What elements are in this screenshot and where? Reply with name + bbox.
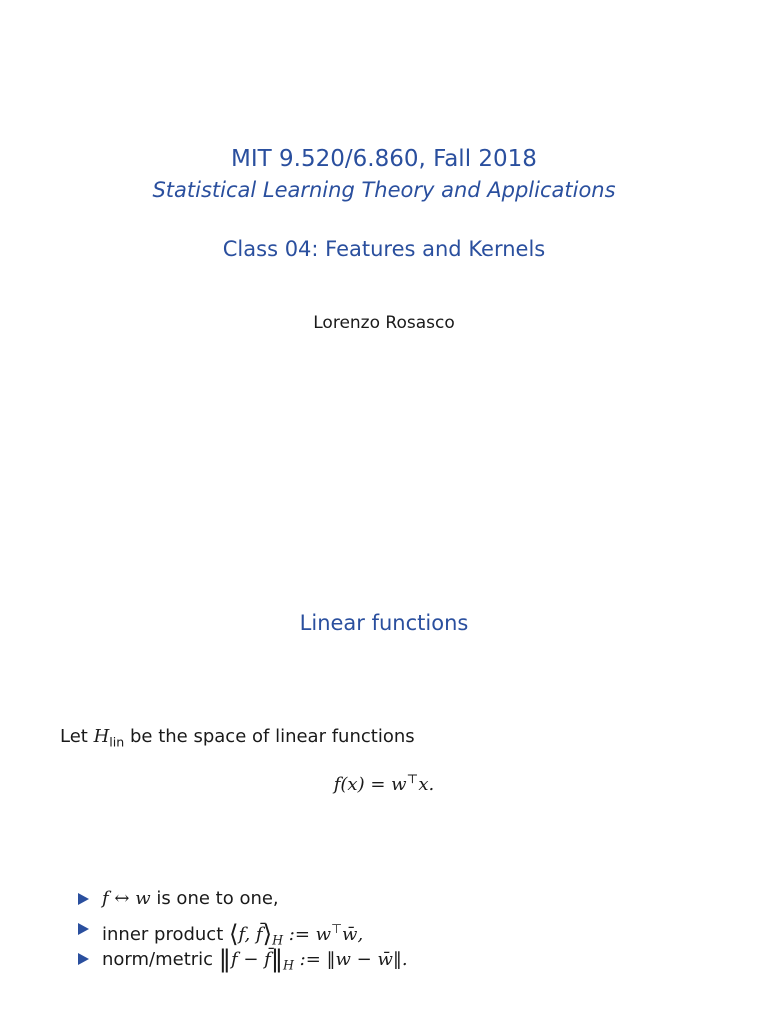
inner-product-rhs: := w bbox=[283, 924, 332, 945]
bullet-marker-icon bbox=[78, 893, 89, 905]
property-list bbox=[76, 884, 408, 974]
class-title: Class 04: Features and Kernels bbox=[222, 237, 546, 261]
intro-prefix: Let bbox=[60, 726, 94, 747]
inner-product-transpose: ⊤ bbox=[331, 921, 343, 936]
hypothesis-space-symbol: H bbox=[93, 726, 110, 747]
intro-suffix: be the space of linear functions bbox=[124, 726, 415, 747]
inner-product-args: f, f̄ bbox=[238, 924, 263, 945]
bullet-text: is one to one, bbox=[150, 888, 279, 909]
bullet-marker-icon bbox=[78, 953, 89, 965]
bullet-text: inner product bbox=[102, 924, 229, 945]
bijection-math: f ↔ w bbox=[102, 888, 151, 909]
course-subtitle: Statistical Learning Theory and Applications bbox=[152, 178, 616, 202]
list-item bbox=[76, 884, 408, 914]
inner-product-subscript: H bbox=[272, 932, 284, 948]
norm-args: f − f̄ bbox=[230, 949, 271, 970]
formula-transpose: ⊤ bbox=[406, 771, 419, 786]
section-title: Linear functions bbox=[299, 611, 469, 635]
angle-close: ⟩ bbox=[262, 919, 273, 948]
intro-sentence bbox=[60, 726, 415, 750]
hypothesis-space-subscript: lin bbox=[109, 734, 125, 750]
norm-rhs: := ‖w − w̄‖. bbox=[293, 949, 408, 970]
norm-close: ‖ bbox=[270, 944, 283, 973]
formula-rhs: x. bbox=[418, 774, 435, 795]
inner-product-rhs-end: w̄, bbox=[342, 924, 364, 945]
course-title: MIT 9.520/6.860, Fall 2018 bbox=[231, 146, 537, 172]
bullet-marker-icon bbox=[78, 923, 89, 935]
formula-lhs: f(x) = w bbox=[333, 774, 407, 795]
norm-subscript: H bbox=[282, 957, 294, 973]
list-item bbox=[76, 914, 408, 948]
bullet-text: norm/metric bbox=[102, 949, 219, 970]
angle-open: ⟨ bbox=[228, 919, 239, 948]
author-name: Lorenzo Rosasco bbox=[313, 313, 455, 333]
list-item bbox=[76, 944, 408, 974]
norm-open: ‖ bbox=[218, 944, 231, 973]
linear-function-formula bbox=[0, 771, 768, 795]
